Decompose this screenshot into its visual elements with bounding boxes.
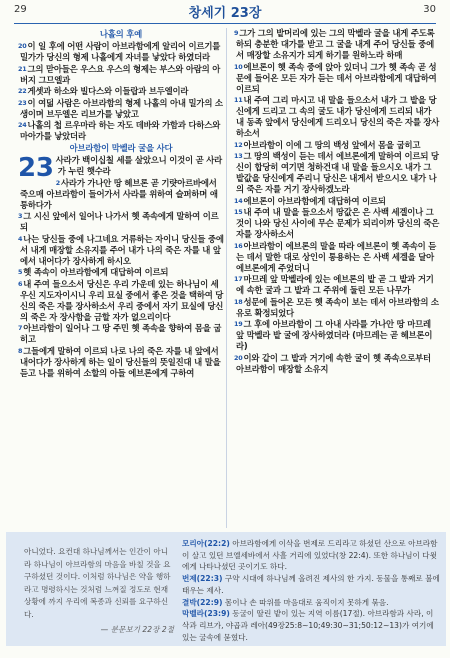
glossary-definition: 몸이나 손 따위를 마음대로 움직이지 못하게 묶음. bbox=[222, 597, 389, 607]
column-divider bbox=[226, 28, 227, 528]
verse-number: 9 bbox=[234, 29, 239, 37]
glossary-definition: 구약 시대에 하나님께 올려진 제사의 한 가지. 동물을 통째로 불에 태우는 제사. bbox=[182, 574, 440, 595]
glossary-entry bbox=[182, 608, 440, 643]
right-text-column bbox=[234, 28, 440, 375]
verse bbox=[234, 319, 440, 352]
verse bbox=[234, 297, 440, 319]
verse bbox=[18, 98, 224, 120]
verse-text: 그 시신 앞에서 일어나 나가서 헷 족속에게 말하여 이르되 bbox=[20, 211, 219, 232]
verse bbox=[234, 62, 440, 95]
verse-number: 13 bbox=[234, 152, 243, 160]
verse-number: 2 bbox=[55, 178, 61, 187]
verse-text: 내 주여 들으소서 당신은 우리 가운데 있는 하나님이 세우신 지도자이시니 우리 묘실 중에서 좋은 것을 택하여 당신의 죽은 자를 장사하소서 우리 중에서 자기 묘실에 당신의 죽은 자 장사함을 금할 자가 없으리이다 bbox=[20, 278, 224, 322]
verse-number: 5 bbox=[18, 268, 23, 276]
left-text-column bbox=[18, 28, 224, 379]
verse-text: 그들에게 말하여 이르되 나로 나의 죽은 자를 내 앞에서 내어다가 장사하게 하는 일이 당신들의 뜻일진대 내 말을 듣고 나를 위하여 소할의 아들 에브론에게 구하여 bbox=[20, 345, 221, 378]
devotion-text: 아니었다. 요컨대 하나님께서는 인간이 아니라 하나님이 아브라함의 마음을 바칠 것을 요구하셨던 것이다. 이처럼 하나님은 약을 행하라고 명령하시는 것처럼 느껴질 정도로 현재 상황에 까지 우리에 복종과 신뢰를 요구하신다. bbox=[24, 547, 171, 619]
verse bbox=[234, 95, 440, 139]
verse-text: 이 일 후에 어떤 사람이 아브라함에게 알리어 이르기를 밀가가 당신의 형제 나홀에게 자녀를 낳았다 하였더라 bbox=[20, 41, 221, 62]
verse-text: 사라가 가나안 땅 헤브론 곧 기럇아르바에서 죽으매 아브라함이 들어가서 사라를 위하여 슬퍼하며 애통하다가 bbox=[20, 177, 218, 210]
verse bbox=[18, 120, 224, 142]
verse bbox=[234, 140, 440, 151]
chapter-start-verse bbox=[18, 153, 224, 183]
verse-number: 24 bbox=[18, 121, 27, 129]
verse bbox=[234, 196, 440, 207]
verse-text: 게셋과 하소와 빌다스와 이들랍과 브두엘이라 bbox=[27, 86, 189, 96]
glossary-definition: 아브라함에게 이삭을 번제로 드리라고 하셨던 산으로 아브라함이 살고 있던 브엘세바에서 사흘 거리에 있었다(창 22:4). 또한 하나님이 다윗에게 나타나셨던 곳이기도 하다. bbox=[182, 539, 438, 572]
verse-text: 헷 족속이 아브라함에게 대답하여 이르되 bbox=[23, 267, 169, 277]
verse-text: 이 여덟 사람은 아브라함의 형제 나홀의 아내 밀가의 소생이며 브두엘은 리브가를 낳았고 bbox=[20, 97, 223, 119]
verse-number: 6 bbox=[18, 279, 23, 288]
verse-number: 7 bbox=[18, 324, 23, 332]
verse-number: 4 bbox=[18, 234, 23, 243]
glossary bbox=[182, 538, 440, 643]
verse-number: 22 bbox=[18, 87, 27, 95]
verse-number: 3 bbox=[18, 212, 23, 220]
verse-text: 에브론이 아브라함에게 대답하여 이르되 bbox=[243, 195, 386, 206]
verse bbox=[18, 64, 224, 86]
verse-text: 이와 같이 그 밭과 거기에 속한 굴이 헷 족속으로부터 아브라함이 매장할 소유지 bbox=[236, 352, 431, 374]
verse-number: 16 bbox=[234, 241, 243, 250]
verse bbox=[18, 211, 224, 233]
verse-number: 14 bbox=[234, 196, 243, 205]
verse-text: 내 주여 그리 마시고 내 말을 들으소서 내가 그 밭을 당신에게 드리고 그 속의 굴도 내가 당신에게 드리되 내가 내 동족 앞에서 당신에게 드리오니 당신의 죽은 자를 장사하소서 bbox=[236, 95, 440, 138]
verse-text: 그가 그의 밭머리에 있는 그의 막벨라 굴을 내게 주도록 하되 충분한 대가를 받고 그 굴을 내게 주어 당신들 중에서 매장할 소유지가 되게 하기를 원하노라 하매 bbox=[236, 28, 435, 60]
page-number-right: 30 bbox=[423, 4, 436, 15]
glossary-term: 모리아(22:2) bbox=[182, 539, 230, 548]
chapter-number: 23 bbox=[18, 153, 54, 183]
verse bbox=[18, 279, 224, 323]
verse-text: 에브론이 헷 족속 중에 앉아 있더니 그가 헷 족속 곧 성문에 들어온 모든 자가 듣는 데서 아브라함에게 대답하여 이르되 bbox=[236, 61, 437, 94]
glossary-entry bbox=[182, 538, 440, 573]
verse-number: 23 bbox=[18, 98, 27, 107]
verse-number: 21 bbox=[18, 64, 27, 73]
verse-number: 10 bbox=[234, 62, 243, 71]
verse bbox=[18, 234, 224, 267]
verse-number: 17 bbox=[234, 275, 243, 283]
section-heading: 나홀의 후예 bbox=[99, 29, 143, 39]
verse-text: 아브라함이 에브론의 말을 따라 에브론이 헷 족속이 듣는 데서 말한 대로 상인이 통용하는 은 사백 세겔을 달아 에브론에게 주었더니 bbox=[236, 240, 437, 273]
page-header bbox=[0, 0, 450, 24]
verse bbox=[18, 41, 224, 63]
verse-number: 19 bbox=[234, 320, 243, 328]
section-heading: 아브라함이 막벨라 굴을 사다 bbox=[69, 143, 173, 153]
devotion-source: — 분문보기 22장 2절 bbox=[100, 625, 174, 634]
glossary-term: 번제(22:3) bbox=[182, 574, 223, 584]
verse-text: 그의 맏아들은 우스요 우스의 형제는 부스와 아람의 아버지 그므엘과 bbox=[20, 63, 221, 85]
verse-text: 아브라함이 일어나 그 땅 주민 헷 족속을 향하여 몸을 굽히고 bbox=[20, 323, 222, 344]
verse-text: 마므레 앞 막벨라에 있는 에브론의 밭 곧 그 밭과 거기에 속한 굴과 그 밭과 그 주위에 둘린 모든 나무가 bbox=[236, 274, 434, 295]
verse bbox=[234, 151, 440, 195]
verse-number: 12 bbox=[234, 140, 243, 149]
verse-text: 나홀의 첩 르우마라 하는 자도 데바와 가함과 다하스와 마아가를 낳았더라 bbox=[20, 120, 221, 141]
verse-number: 11 bbox=[234, 96, 243, 104]
verse bbox=[18, 86, 224, 97]
glossary-term: 막벨라(23:9) bbox=[182, 609, 230, 619]
page-number-left: 29 bbox=[14, 4, 27, 15]
verse bbox=[234, 241, 440, 274]
notes-box bbox=[6, 532, 446, 646]
verse bbox=[234, 353, 440, 375]
verse-text: 성문에 들어온 모든 헷 족속이 보는 데서 아브라함의 소유로 확정되었다 bbox=[236, 296, 439, 318]
verse-text: 아브라함이 이에 그 땅의 백성 앞에서 몸을 굽히고 bbox=[243, 139, 421, 150]
verse bbox=[18, 323, 224, 345]
verse-number: 15 bbox=[234, 208, 243, 216]
glossary-entry bbox=[182, 573, 440, 596]
glossary-definition: 동굴이 딸린 밭이 있는 지역 이름(17절). 아브라함과 사라, 이삭과 리브가, 야곱과 레아(49장25:8~10;49:30~31;50:12~13)가 여기에 있는 굴속에 묻혔다. bbox=[182, 609, 434, 642]
verse bbox=[234, 28, 440, 61]
verse bbox=[234, 274, 440, 296]
verse-text: 내 주여 내 말을 들으소서 땅값은 은 사백 세겔이나 그것이 나와 당신 사이에 무슨 문제가 되리이까 당신의 죽은 자를 장사하소서 bbox=[236, 207, 440, 239]
verse-text: 나는 당신들 중에 나그네요 거류하는 자이니 당신들 중에서 내게 매장할 소유지를 주어 내가 나의 죽은 자를 내 앞에서 내어다가 장사하게 하시오 bbox=[20, 233, 224, 266]
header-rule bbox=[14, 23, 436, 24]
running-head: 창세기 23장 bbox=[188, 6, 262, 21]
verse-text: 사라가 백이십칠 세를 살았으니 이것이 곧 사라가 누린 햇수라 bbox=[55, 155, 223, 176]
verse bbox=[234, 207, 440, 240]
verse-number: 20 bbox=[18, 42, 27, 50]
verse bbox=[18, 267, 224, 278]
verse-number: 20 bbox=[234, 353, 243, 362]
verse bbox=[18, 346, 224, 379]
devotion-note bbox=[24, 546, 174, 637]
glossary-term: 결박(22:9) bbox=[182, 597, 223, 607]
verse-text: 그 후에 아브라함이 그 아내 사라를 가나안 땅 마므레 앞 막벨라 밭 굴에 장사하였더라 (마므레는 곧 헤브론이라) bbox=[236, 319, 433, 351]
verse-number: 8 bbox=[18, 346, 23, 355]
verse-text: 그 땅의 백성이 듣는 데서 에브론에게 말하여 이르되 당신이 합당히 여기면 청하건대 내 말을 들으시오 내가 그 밭값을 당신에게 주리니 당신은 내게서 받으시오 내가 나의 죽은 자를 거기 장사하겠노라 bbox=[236, 151, 439, 194]
glossary-entry bbox=[182, 597, 440, 609]
verse-number: 18 bbox=[234, 297, 243, 306]
